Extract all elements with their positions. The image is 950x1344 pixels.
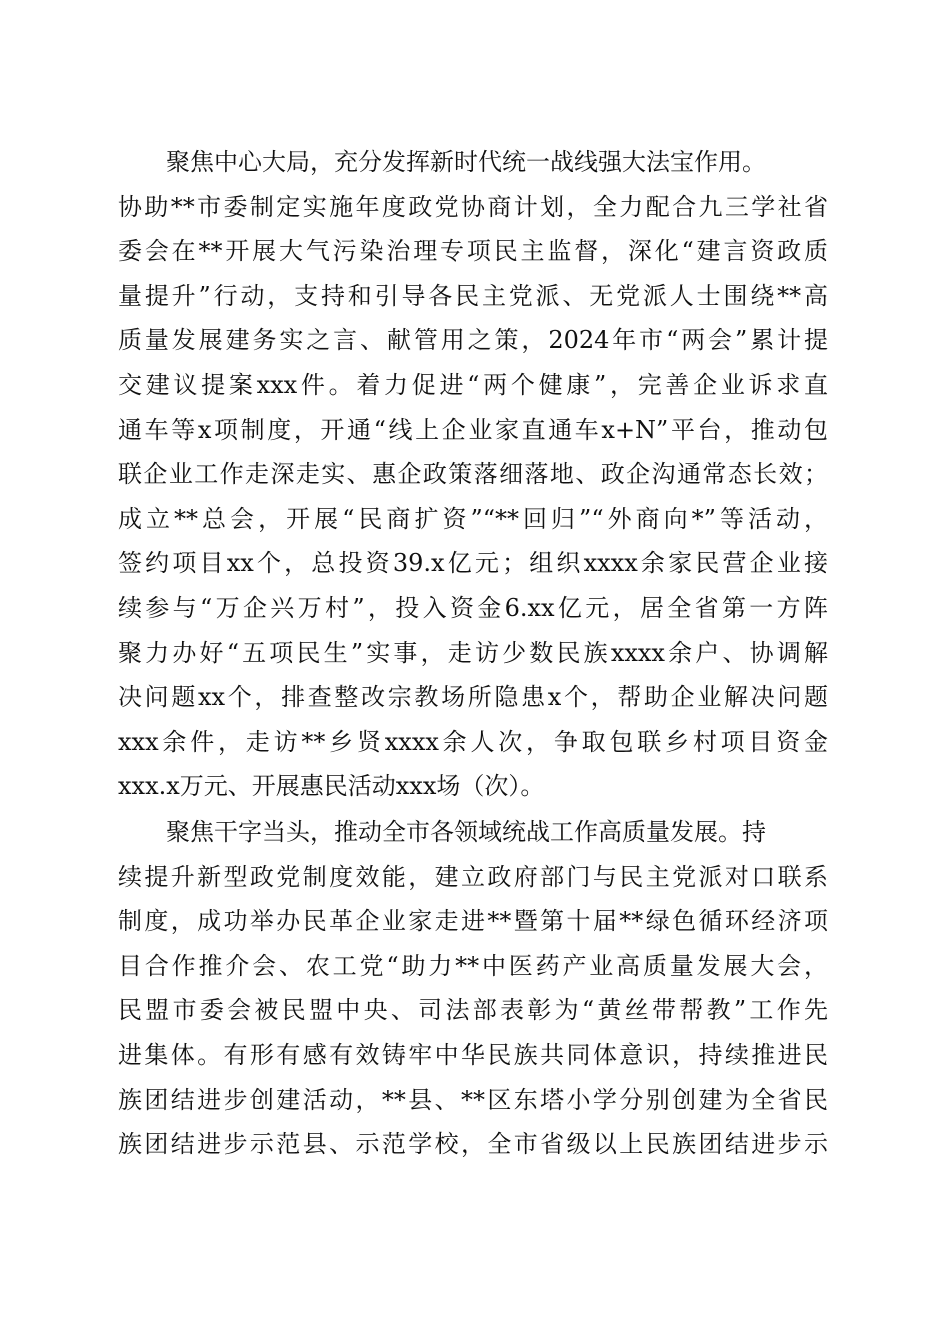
paragraph-line: 通车等x项制度，开通“线上企业家直通车x+N”平台，推动包 [118, 415, 828, 444]
paragraph-line: 量提升”行动，支持和引导各民主党派、无党派人士围绕**高 [118, 281, 828, 310]
paragraph-line: 目合作推介会、农工党“助力**中医药产业高质量发展大会， [118, 951, 828, 980]
paragraph-high-quality-development [118, 810, 828, 1167]
paragraph-line: 族团结进步示范县、示范学校，全市省级以上民族团结进步示 [118, 1130, 828, 1159]
paragraph-united-front-magic-weapon [118, 140, 828, 809]
paragraph-line: 委会在**开展大气污染治理专项民主监督，深化“建言资政质 [118, 237, 828, 266]
paragraph-line: 进集体。有形有感有效铸牢中华民族共同体意识，持续推进民 [118, 1040, 828, 1069]
paragraph-line: 交建议提案xxx件。着力促进“两个健康”，完善企业诉求直 [118, 370, 828, 399]
paragraph-line: 聚焦干字当头，推动全市各领域统战工作高质量发展。持 [166, 818, 766, 846]
paragraph-line: 签约项目xx个，总投资39.x亿元；组织xxxx余家民营企业接 [118, 549, 828, 578]
paragraph-line: 联企业工作走深走实、惠企政策落细落地、政企沟通常态长效； [118, 460, 828, 489]
paragraph-line: 协助**市委制定实施年度政党协商计划，全力配合九三学社省 [118, 192, 828, 221]
paragraph-line: xxx余件，走访**乡贤xxxx余人次，争取包联乡村项目资金 [118, 727, 828, 756]
paragraph-line: 续提升新型政党制度效能，建立政府部门与民主党派对口联系 [118, 862, 828, 891]
paragraph-line: 族团结进步创建活动，**县、**区东塔小学分别创建为全省民 [118, 1085, 828, 1114]
paragraph-line: 聚焦中心大局，充分发挥新时代统一战线强大法宝作用。 [166, 148, 766, 176]
paragraph-line: xxx.x万元、开展惠民活动xxx场（次）。 [118, 772, 545, 801]
paragraph-line: 决问题xx个，排查整改宗教场所隐患x个，帮助企业解决问题 [118, 683, 828, 712]
paragraph-line: 续参与“万企兴万村”，投入资金6.xx亿元，居全省第一方阵 [118, 593, 828, 622]
paragraph-line: 制度，成功举办民革企业家走进**暨第十届**绿色循环经济项 [118, 907, 828, 936]
paragraph-line: 质量发展建务实之言、献管用之策，2024年市“两会”累计提 [118, 326, 828, 355]
paragraph-line: 聚力办好“五项民生”实事，走访少数民族xxxx余户、协调解 [118, 638, 828, 667]
paragraph-line: 民盟市委会被民盟中央、司法部表彰为“黄丝带帮教”工作先 [118, 996, 828, 1025]
paragraph-line: 成立**总会，开展“民商扩资”“**回归”“外商向*”等活动， [118, 504, 828, 533]
